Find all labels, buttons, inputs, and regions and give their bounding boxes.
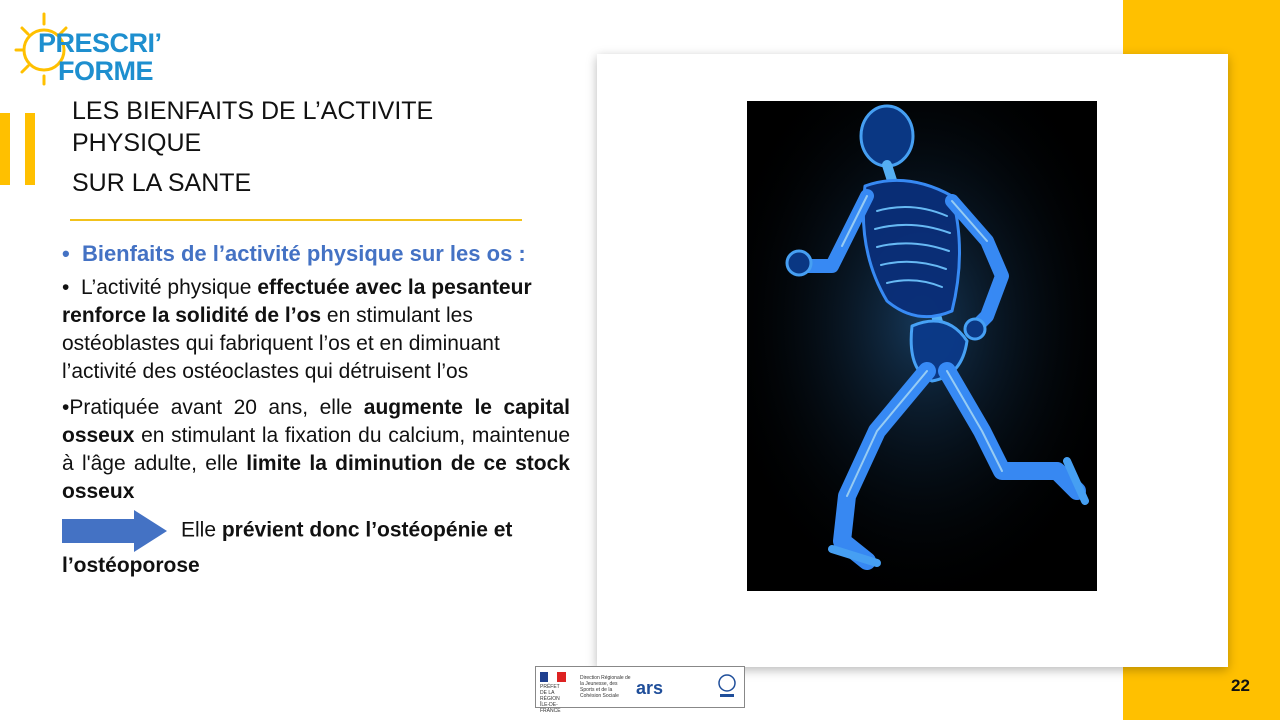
seal-icon (716, 672, 738, 700)
paragraph-1 (62, 274, 570, 386)
paragraph-3 (62, 510, 570, 580)
p2-text-2: en stimulant la fixation du calcium, maintenue à l'âge adulte, elle (62, 424, 570, 475)
section-heading (62, 240, 570, 268)
running-skeleton-image (747, 101, 1097, 591)
partner-logos (535, 666, 745, 714)
paragraph-2 (62, 394, 570, 506)
french-flag-icon (540, 672, 566, 682)
prefet-label: PRÉFET DE LA RÉGION ÎLE-DE-FRANCE (540, 684, 561, 714)
title-line-2: PHYSIQUE (72, 129, 202, 157)
p3-bold-1: prévient donc l’ostéopénie et l’ostéoporose (62, 518, 513, 577)
logo-line-2: FORME (58, 56, 153, 86)
accent-bar (25, 113, 35, 185)
title-line-1: LES BIENFAITS DE L’ACTIVITE (72, 97, 434, 125)
heading-text: Bienfaits de l’activité physique sur les os : (81, 241, 526, 266)
p1-text-2: en stimulant les ostéoblastes qui fabriquent l’os et en diminuant l’activité des ostéoclastes qui détruisent l’os (62, 304, 500, 383)
p2-bold-1: augmente le capital osseux (62, 396, 570, 447)
title-line-3: SUR LA SANTE (72, 169, 252, 197)
heading-bullet: • (62, 241, 70, 266)
p3-text-1: Elle (181, 518, 222, 542)
title-accent-bars (0, 113, 40, 185)
p1-text-1: L’activité physique (81, 276, 258, 299)
skeleton-illustration (747, 101, 1097, 591)
prescriforme-logo (14, 8, 162, 88)
ars-logo: ars (636, 678, 664, 698)
logo-line-1: PRESCRI’ (38, 28, 162, 58)
drjscs-label: Direction Régionale de la Jeunesse, des Sports et de la Cohésion Sociale (580, 675, 631, 699)
p2-text-1: •Pratiquée avant 20 ans, elle (62, 396, 364, 419)
p1-bullet: • (62, 276, 70, 299)
title-underline (70, 219, 522, 221)
p2-bold-2: limite la diminution de ce stock osseux (62, 452, 570, 503)
right-arrow-icon (62, 510, 167, 552)
slide-body (62, 240, 570, 580)
slide-title (72, 95, 433, 199)
p1-bold-1: effectuée avec la pesanteur renforce la solidité de l’os (62, 276, 532, 327)
accent-bar (0, 113, 10, 185)
page-number: 22 (1231, 676, 1250, 695)
image-card (597, 54, 1228, 667)
